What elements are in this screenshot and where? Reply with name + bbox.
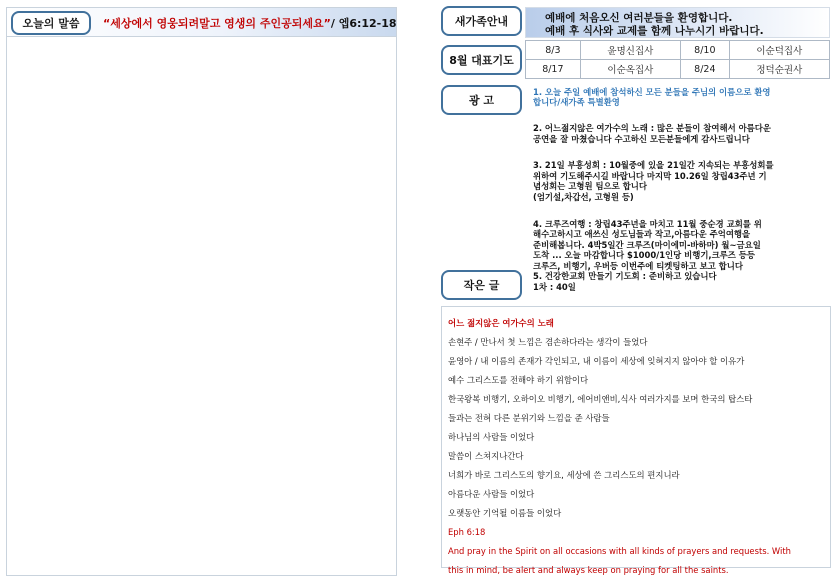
essay-scripture-ref: Eph 6:18	[448, 527, 486, 537]
prayer-person: 이순덕집사	[729, 41, 829, 60]
prayer-table	[525, 40, 830, 79]
prayer-date: 8/3	[526, 41, 581, 60]
essay-line: 말씀이 스쳐지나간다	[448, 451, 524, 461]
prayer-person: 윤명신집사	[580, 41, 680, 60]
essay-line: 들과는 전혀 다른 분위기와 느낌을 준 사람들	[448, 413, 610, 423]
announcement-line: 5. 건강한교회 만들기 기도회 : 준비하고 있습니다	[533, 271, 717, 281]
prayer-date: 8/24	[681, 60, 730, 79]
announcement-line: (엄기설,차갑선, 고형원 등)	[533, 192, 634, 202]
verse-text	[103, 15, 397, 31]
announcement-line: 4. 크루즈여행 : 창립43주년을 마치고 11월 중순경 교회를 위	[533, 219, 762, 229]
verse-header	[7, 8, 396, 37]
essay-line: 아름다운 사람들 이었다	[448, 489, 535, 499]
prayer-tag: 8월 대표기도	[441, 45, 522, 75]
prayer-date: 8/10	[681, 41, 730, 60]
essay-line: 윤영아 / 내 이름의 존재가 각인되고, 내 이름이 세상에 잊혀지지 않아야 할 이유가	[448, 356, 745, 366]
table-row	[526, 60, 830, 79]
essay-title: 어느 젊지않은 여가수의 노래	[448, 318, 554, 328]
prayer-person: 이순옥집사	[580, 60, 680, 79]
announcement-line: 위하여 기도해주시길 바랍니다 마지막 10.26일 창립43주년 기	[533, 171, 767, 181]
essay-line: 오랫동안 기억될 이름들 이었다	[448, 508, 562, 518]
ads-tag: 광 고	[441, 85, 522, 115]
announcement-line: 합니다/새가족 특별환영	[533, 97, 620, 107]
announcement-line: 1. 오늘 주일 예배에 참석하신 모든 분들을 주님의 이름으로 환영	[533, 87, 771, 97]
announcement-line: 1차 : 40일	[533, 282, 576, 292]
welcome-line-1: 예배에 처음오신 여러분들을 환영합니다.	[545, 12, 733, 24]
essay-tag: 작은 글	[441, 270, 522, 300]
essay-box	[441, 306, 831, 575]
verse-tag: 오늘의 말씀	[11, 11, 91, 35]
announcement-line: 도착 ... 오늘 마감합니다 $1000/1인당 비행기,크루즈 등등	[533, 250, 755, 260]
announcement-line: 해수고하시고 애쓰신 성도님들과 작고,아름다운 주억여행을	[533, 229, 751, 239]
announcement-line: 3. 21일 부흥성회 : 10월중에 있을 21일간 지속되는 부흥성회를	[533, 160, 774, 170]
announcement-line: 념성회는 고형원 팀으로 합니다	[533, 181, 647, 191]
left-panel	[6, 7, 397, 576]
verse-quote: “세상에서 영웅되려말고 영생의 주인공되세요”	[103, 17, 331, 30]
essay-scripture-text: And pray in the Spirit on all occasions with all kinds of prayers and requests. With	[448, 546, 791, 556]
essay-line: 손현주 / 만나서 첫 느낌은 겸손하다라는 생각이 들었다	[448, 337, 648, 347]
announcement-line: 2. 어느젊지않은 여가수의 노래 : 많은 분들이 참여해서 아름다운	[533, 123, 771, 133]
essay-line: 예수 그리스도를 전해야 하기 위함이다	[448, 375, 589, 385]
essay-line: 너희가 바로 그리스도의 향기요, 세상에 쓴 그리스도의 편지니라	[448, 470, 680, 480]
welcome-tag: 새가족안내	[441, 6, 522, 36]
essay-scripture-text: this in mind, be alert and always keep on praying for all the saints.	[448, 565, 729, 575]
announcement-line: 공연을 잘 마쳤습니다 수고하신 모든분들에게 감사드립니다	[533, 134, 750, 144]
prayer-date: 8/17	[526, 60, 581, 79]
announcement-line: 준비해봅니다. 4박5일간 크루즈(마이에미-바하마) 월~금요일	[533, 240, 761, 250]
essay-line: 한국왕복 비행기, 오하이오 비행기, 에어비앤비,식사 여러가지를 보며 한국의 탑스타	[448, 394, 753, 404]
verse-reference: / 엡6:12-18	[330, 17, 397, 30]
welcome-line-2: 예배 후 식사와 교제를 함께 나누시기 바랍니다.	[545, 25, 764, 37]
table-row	[526, 41, 830, 60]
prayer-person: 정덕순권사	[729, 60, 829, 79]
announcement-line: 크루즈, 비행기, 우버등 이번주에 티켓팅하고 보고 합니다	[533, 261, 743, 271]
essay-line: 하나님의 사람들 이었다	[448, 432, 535, 442]
welcome-box	[525, 7, 830, 38]
announcements	[527, 84, 830, 308]
